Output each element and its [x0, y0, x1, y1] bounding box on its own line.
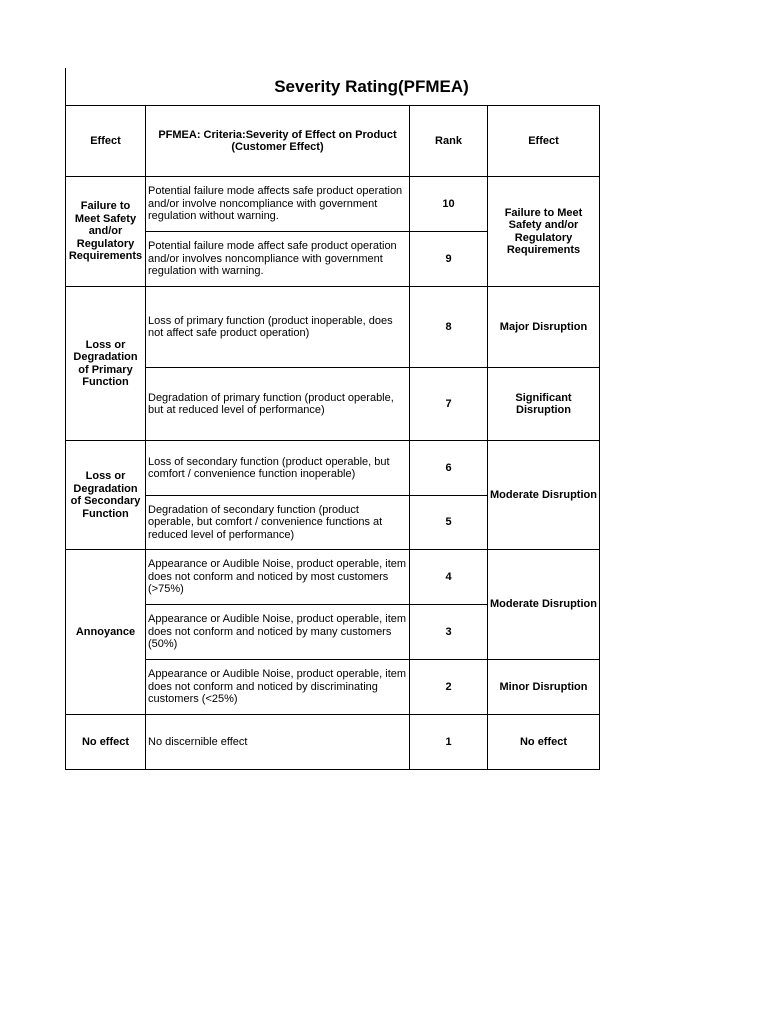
criteria-cell: Appearance or Audible Noise, product operable, item does not conform and noticed by most customers (>75%) — [146, 550, 410, 605]
effect-group-cell: Loss or Degradation of Primary Function — [66, 287, 146, 441]
rank-cell: 8 — [410, 287, 488, 368]
severity-table — [65, 105, 600, 770]
criteria-cell: Appearance or Audible Noise, product operable, item does not conform and noticed by discriminating customers (<25%) — [146, 660, 410, 715]
effect2-cell: Moderate Disruption — [488, 550, 600, 660]
effect-group-cell: Annoyance — [66, 550, 146, 715]
criteria-cell: Degradation of primary function (product operable, but at reduced level of performance) — [146, 368, 410, 441]
header-effect: Effect — [66, 106, 146, 177]
rank-cell: 2 — [410, 660, 488, 715]
table-row — [66, 715, 600, 770]
criteria-cell: Potential failure mode affect safe product operation and/or involves noncompliance with government regulation with warning. — [146, 232, 410, 287]
effect2-cell: Significant Disruption — [488, 368, 600, 441]
table-row — [66, 177, 600, 232]
effect-group-cell: Loss or Degradation of Secondary Function — [66, 441, 146, 550]
criteria-cell: No discernible effect — [146, 715, 410, 770]
table-row — [66, 287, 600, 368]
criteria-cell: Potential failure mode affects safe product operation and/or involve noncompliance with government regulation without warning. — [146, 177, 410, 232]
rank-cell: 7 — [410, 368, 488, 441]
left-border-line — [65, 68, 66, 106]
effect2-cell: Failure to Meet Safety and/or Regulatory Requirements — [488, 177, 600, 287]
rank-cell: 5 — [410, 496, 488, 550]
effect-group-cell: Failure to Meet Safety and/or Regulatory Requirements — [66, 177, 146, 287]
table-row — [66, 441, 600, 496]
page-title: Severity Rating(PFMEA) — [274, 77, 469, 96]
table-row — [66, 550, 600, 605]
table-row — [66, 660, 600, 715]
criteria-cell: Appearance or Audible Noise, product operable, item does not conform and noticed by many customers (50%) — [146, 605, 410, 660]
rank-cell: 4 — [410, 550, 488, 605]
effect2-cell: Major Disruption — [488, 287, 600, 368]
header-rank: Rank — [410, 106, 488, 177]
rank-cell: 10 — [410, 177, 488, 232]
effect2-cell: Minor Disruption — [488, 660, 600, 715]
header-effect-2: Effect — [488, 106, 600, 177]
effect2-cell: No effect — [488, 715, 600, 770]
table-header-row — [66, 106, 600, 177]
rank-cell: 3 — [410, 605, 488, 660]
rank-cell: 6 — [410, 441, 488, 496]
rank-cell: 1 — [410, 715, 488, 770]
criteria-cell: Loss of secondary function (product operable, but comfort / convenience function inoperable) — [146, 441, 410, 496]
header-criteria: PFMEA: Criteria:Severity of Effect on Product (Customer Effect) — [146, 106, 410, 177]
effect2-cell: Moderate Disruption — [488, 441, 600, 550]
criteria-cell: Degradation of secondary function (product operable, but comfort / convenience functions at reduced level of performance) — [146, 496, 410, 550]
table-row — [66, 368, 600, 441]
rank-cell: 9 — [410, 232, 488, 287]
criteria-cell: Loss of primary function (product inoperable, does not affect safe product operation) — [146, 287, 410, 368]
effect-group-cell: No effect — [66, 715, 146, 770]
